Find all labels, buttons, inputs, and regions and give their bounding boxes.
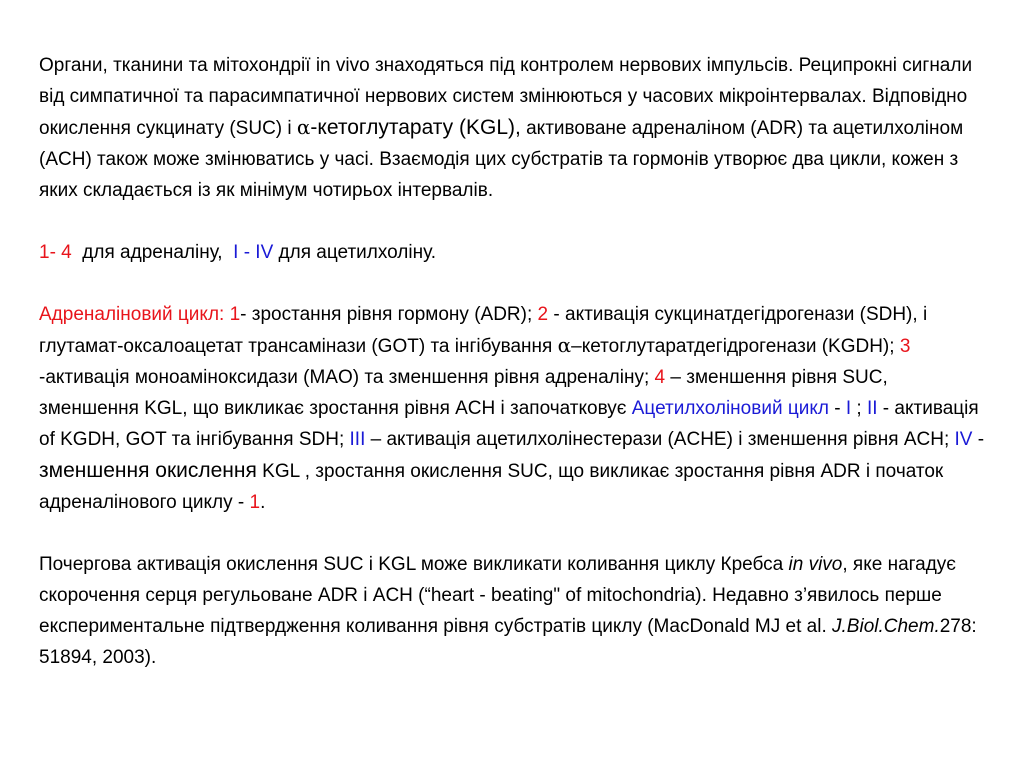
ach-interval-text: для ацетилхоліну. bbox=[273, 242, 436, 263]
ach-interval-range: I - IV bbox=[233, 242, 274, 263]
cycle-text-3: –кетоглутаратдегідрогенази (KGDH); bbox=[571, 336, 900, 357]
adr-interval-range: 1- 4 bbox=[39, 242, 72, 263]
conclusion-text-c: 278: 51894, 2003). bbox=[39, 616, 977, 668]
cycle-text-11: KGL , зростання окислення SUC, що викликає зростання рівня ADR і початок адреналінового циклу - bbox=[39, 461, 944, 513]
adr-interval-text: для адреналіну, bbox=[71, 242, 234, 263]
adr-step-1-return: 1 bbox=[249, 492, 261, 513]
cycles-paragraph bbox=[39, 299, 989, 518]
journal-name: J.Biol.Chem. bbox=[832, 616, 940, 637]
adr-step-3: 3 bbox=[899, 336, 911, 357]
cycle-text-7: ; bbox=[851, 398, 867, 419]
cycle-text-10: - bbox=[972, 429, 985, 450]
cycle-text-6: - bbox=[828, 398, 846, 419]
ach-step-4: IV bbox=[954, 429, 973, 450]
intro-text-kgl: -кетоглутарату (KGL), bbox=[310, 116, 521, 139]
conclusion-text-b: , яке нагадує скорочення серця регульоване ADR і ACH (“heart - beating" of mitochondria). Недавно з’явилось перше експериментальне підтвердження коливання рівня субстратів циклу (MacDonald MJ et al. bbox=[39, 554, 956, 637]
adr-step-4: 4 bbox=[654, 367, 666, 388]
cycle-text-1: - зростання рівня гормону (ADR); bbox=[240, 304, 538, 325]
in-vivo-italic: in vivo bbox=[788, 554, 843, 575]
ach-step-3: III bbox=[349, 429, 366, 450]
adr-cycle-title: Адреналіновий цикл: 1 bbox=[39, 304, 241, 325]
ach-step-1: I bbox=[845, 398, 852, 419]
intro-text-c: активоване адреналіном (ADR) та ацетилхоліном (ACH) також може змінюватись у часі. Взаємодія цих субстратів та гормонів утворює два цикли, кожен з яких складається із як мінімум чотирьох інтервалів. bbox=[39, 118, 964, 201]
conclusion-paragraph bbox=[39, 549, 989, 673]
ach-cycle-title: Ацетилхоліновий цикл bbox=[631, 398, 829, 419]
cycle-text-9: – активація ацетилхолінестерази (ACHE) і зменшення рівня ACH; bbox=[365, 429, 955, 450]
cycle-text-big: зменшення окислення bbox=[39, 459, 257, 482]
cycle-text-5: – зменшення рівня SUC, зменшення KGL, що викликає зростання рівня ACH і започатковує bbox=[39, 367, 888, 419]
slide-content bbox=[39, 50, 989, 673]
adr-step-2: 2 bbox=[537, 304, 549, 325]
cycle-text-2: - активація сукцинатдегідрогенази (SDH), і глутамат-оксалоацетат трансамінази (GOT) та інгібування bbox=[39, 304, 928, 357]
ach-step-2: II bbox=[866, 398, 878, 419]
alpha-symbol: α bbox=[296, 115, 311, 139]
intro-paragraph bbox=[39, 50, 989, 206]
cycle-text-4: -активація моноаміноксидази (MAO) та зменшення рівня адреналіну; bbox=[39, 367, 655, 388]
alpha-symbol-2: α bbox=[557, 333, 572, 357]
cycle-text-8: - активація of KGDH, GOT та інгібування SDH; bbox=[39, 398, 979, 450]
intro-text-a: Органи, тканини та мітохондрії in vivo знаходяться під контролем нервових імпульсів. Реципрокні сигнали від симпатичної та парасимпатичної нервових систем змінюються у часових мікроінтервалах. Відповідно окислення сукцинату (SUC) і bbox=[39, 55, 973, 139]
cycle-text-12: . bbox=[260, 492, 266, 513]
intervals-paragraph bbox=[39, 237, 989, 268]
conclusion-text-a: Почергова активація окислення SUC і KGL може викликати коливання циклу Кребса bbox=[39, 554, 789, 575]
